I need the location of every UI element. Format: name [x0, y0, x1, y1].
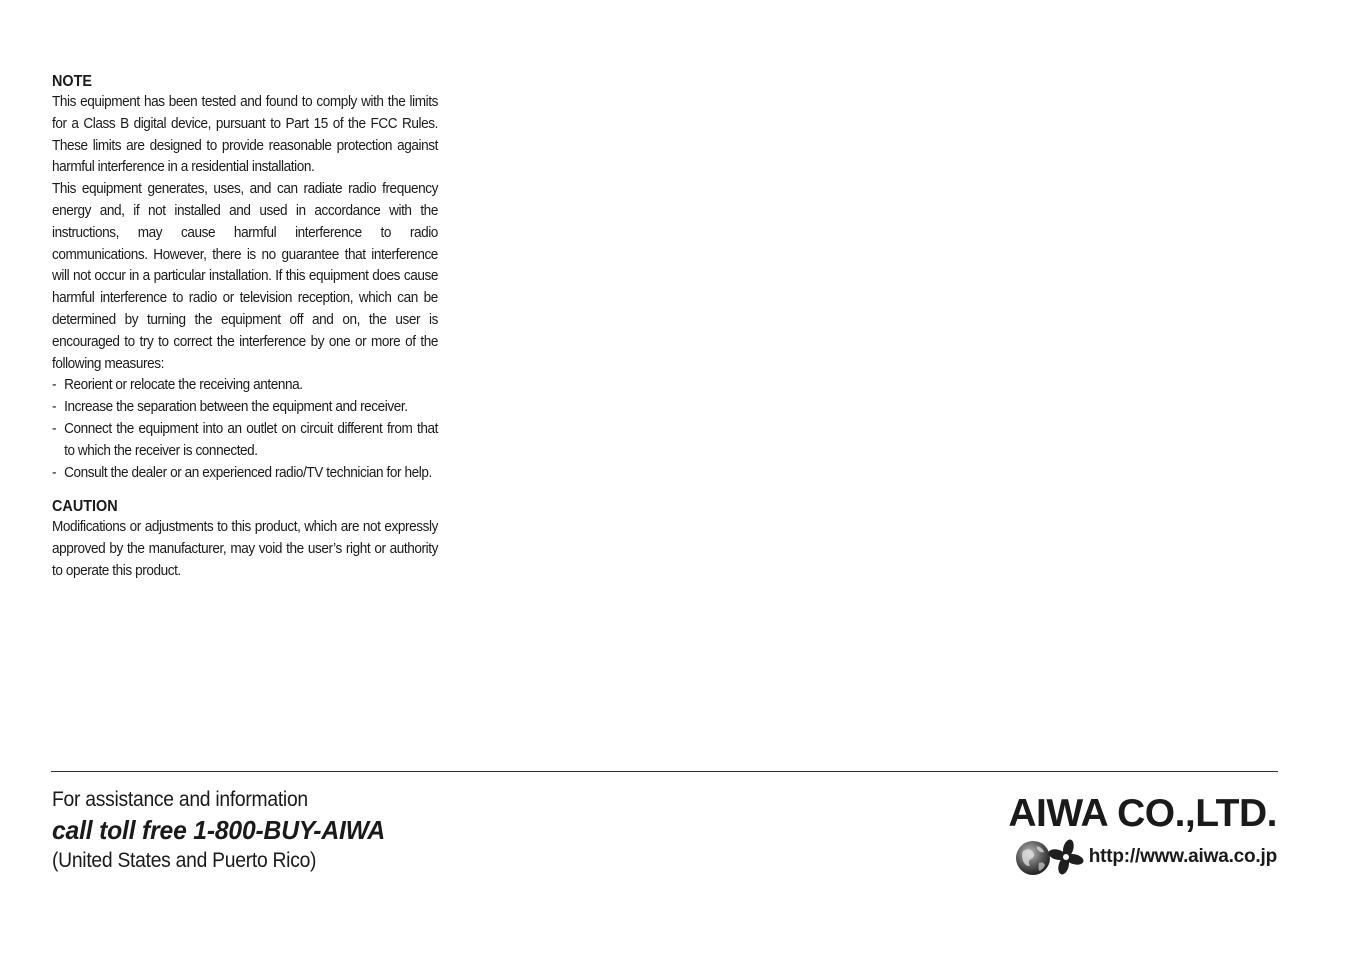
region-note: (United States and Puerto Rico) [52, 849, 317, 872]
assistance-info [52, 787, 403, 875]
list-item: - Increase the separation between the equipment and receiver. [52, 399, 408, 416]
list-item: - Reorient or relocate the receiving antenna. [52, 377, 303, 394]
globe-logo-icon [1015, 837, 1085, 877]
assistance-line: For assistance and information [52, 788, 308, 811]
list-item: - Connect the equipment into an outlet on circuit different from that to which the receiver is connected. [52, 420, 438, 459]
caution-section [52, 496, 438, 582]
caution-text: Modifications or adjustments to this product, which are not expressly approved by the manufacturer, may void the user’s right or authority to operate this product. [52, 519, 438, 579]
company-name: AIWA CO.,LTD. [1008, 792, 1277, 835]
brand-block [1008, 793, 1277, 877]
note-paragraph-1: This equipment has been tested and found to comply with the limits for a Class B digital device, pursuant to Part 15 of the FCC Rules. These limits are designed to provide reasonable protection against harmful interference in a residential installation. [52, 94, 438, 176]
note-paragraph-2: This equipment generates, uses, and can radiate radio frequency energy and, if not installed and used in accordance with the instructions, may cause harmful interference to radio communications. However, there is no guarantee that interference will not occur in a particular installation. If this equipment does cause harmful interference to radio or television reception, which can be determined by turning the equipment off and on, the user is encouraged to try to correct the interference by one or more of the following measures: [52, 181, 438, 372]
footer-divider [51, 771, 1278, 772]
toll-free-number: call toll free 1-800-BUY-AIWA [52, 815, 386, 845]
measures-list [52, 375, 438, 484]
caution-heading: CAUTION [52, 498, 118, 516]
notice-column [52, 71, 438, 583]
note-heading: NOTE [52, 73, 93, 90]
list-item: - Consult the dealer or an experienced radio/TV technician for help. [52, 464, 432, 481]
website-url: http://www.aiwa.co.jp [1088, 846, 1277, 867]
url-row [1008, 837, 1277, 877]
